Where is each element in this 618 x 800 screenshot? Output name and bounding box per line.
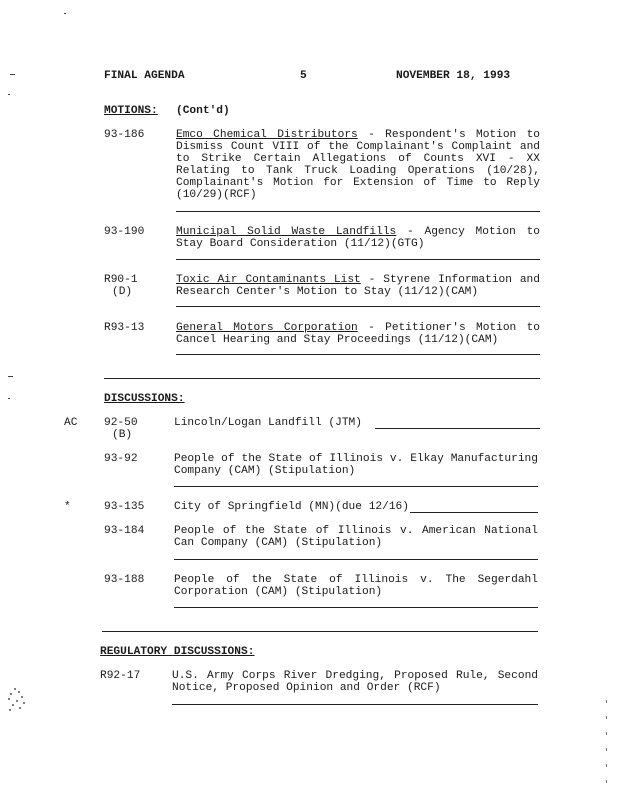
discussion-number: 93-135 (104, 501, 145, 513)
agenda-title: FINAL AGENDA (104, 70, 185, 82)
scan-speck (8, 398, 10, 399)
motion-number: 93-186 (104, 129, 145, 141)
motion-number-sub: (D) (112, 286, 133, 298)
section-divider (104, 378, 540, 379)
section-divider (102, 631, 538, 632)
scan-speck (8, 94, 10, 95)
discussion-number: 93-188 (104, 574, 145, 586)
fill-line (410, 512, 538, 513)
divider-line (174, 607, 538, 608)
discussions-heading: DISCUSSIONS: (104, 393, 185, 405)
scan-edge-mark (606, 732, 607, 735)
discussion-mark: * (64, 501, 71, 513)
regulatory-heading: REGULATORY DISCUSSIONS: (100, 646, 255, 658)
scan-edge-mark (606, 700, 607, 703)
motions-contd: (Cont'd) (176, 105, 230, 117)
scan-speck (64, 13, 66, 14)
discussion-text: City of Springfield (MN)(due 12/16) (174, 501, 409, 513)
motion-party: Toxic Air Contaminants List (176, 274, 361, 286)
motion-entry (176, 226, 540, 250)
discussion-number-sub: (B) (112, 429, 133, 441)
motion-number: R93-13 (104, 322, 145, 334)
fill-line (375, 428, 540, 429)
divider-line (176, 354, 540, 355)
discussion-text: People of the State of Illinois v. The Segerdahl Corporation (CAM) (Stipulation) (174, 574, 538, 598)
scan-edge-mark (606, 764, 607, 767)
motion-description: - Petitioner's Motion to Cancel Hearing and Stay Proceedings (11/12)(CAM) (176, 322, 541, 346)
divider-line (176, 211, 540, 212)
scan-edge-mark (606, 780, 607, 783)
discussion-number: 92-50 (104, 417, 138, 429)
divider-line (172, 704, 538, 705)
discussion-text: People of the State of Illinois v. Elkay Manufacturing Company (CAM) (Stipulation) (174, 453, 538, 477)
margin-stamp-mark (6, 688, 28, 712)
motion-entry (176, 322, 540, 346)
motion-number: R90-1 (104, 274, 138, 286)
divider-line (174, 486, 538, 487)
page-number: 5 (300, 70, 307, 82)
motion-party: General Motors Corporation (176, 322, 358, 334)
scan-edge-mark (606, 716, 607, 719)
motion-description: - Agency Motion to Stay Board Consideration (11/12)(GTG) (176, 226, 541, 250)
scan-speck (8, 376, 13, 377)
motion-entry (176, 274, 540, 298)
discussion-number: 93-184 (104, 525, 145, 537)
divider-line (176, 259, 540, 260)
motion-party: Municipal Solid Waste Landfills (176, 226, 397, 238)
discussion-text: People of the State of Illinois v. American National Can Company (CAM) (Stipulation) (174, 525, 538, 549)
motions-heading: MOTIONS: (104, 105, 158, 117)
motion-number: 93-190 (104, 226, 145, 238)
motion-entry (176, 129, 540, 201)
divider-line (176, 306, 540, 307)
regulatory-number: R92-17 (100, 670, 141, 682)
agenda-date: NOVEMBER 18, 1993 (396, 70, 511, 82)
discussion-mark: AC (64, 417, 78, 429)
discussion-text: Lincoln/Logan Landfill (JTM) (174, 417, 362, 429)
regulatory-text: U.S. Army Corps River Dredging, Proposed Rule, Second Notice, Proposed Opinion and Order (RCF) (172, 670, 538, 694)
scan-speck (10, 74, 15, 75)
divider-line (174, 559, 538, 560)
discussion-number: 93-92 (104, 453, 138, 465)
motion-description: - Respondent's Motion to Dismiss Count VIII of the Complainant's Complaint and to Strike Certain Allegations of Counts XVI - XX Relating to Tank Truck Loading Operations (10/28), Complainant's Motion for Extension of Time to Reply (10/29)(RCF) (176, 129, 541, 201)
motion-description: - Styrene Information and Research Center's Motion to Stay (11/12)(CAM) (176, 274, 540, 298)
motion-party: Emco Chemical Distributors (176, 129, 358, 141)
scan-edge-mark (606, 748, 607, 751)
